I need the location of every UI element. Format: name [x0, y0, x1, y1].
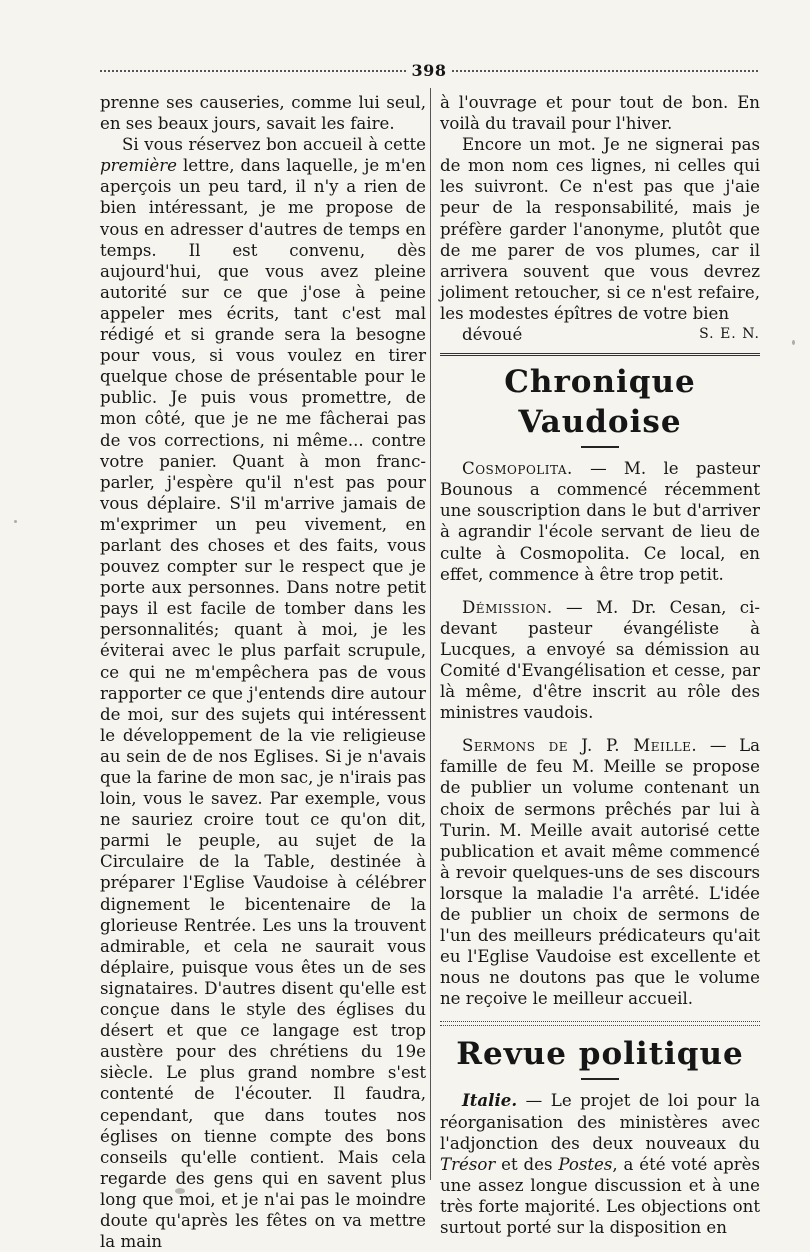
- entry-text: et des: [495, 1154, 559, 1174]
- entry-italic: Trésor: [440, 1154, 496, 1174]
- print-speck: [175, 1188, 185, 1194]
- letter-emphasis: première: [100, 156, 177, 176]
- letter-text-start: Si vous réservez bon accueil à cette: [122, 135, 426, 155]
- entry-lead: Démission.: [462, 597, 553, 617]
- paragraph-closing: Encore un mot. Je ne signerai pas de mon nom ces lignes, ni celles qui les suivront. Ce n'est pas que j'aie peur de la responsabilité, mais je préfère garder l'anonyme, plutôt que de me parer de vos plumes, car il arrivera souvent que vous devrez joliment retoucher, si ce n'est refaire, les modestes épîtres de votre bien: [440, 135, 760, 323]
- news-entry: [440, 597, 760, 724]
- print-speck: [792, 340, 795, 345]
- entry-text: — La famille de feu M. Meille se propose de publier un volume contenant un choix de sermons prêchés par lui à Turin. M. Meille avait autorisé cette publication et avait même commencé à revoir quelques-uns de ses discours lorsque la maladie l'a arrêté. L'idée de publier un choix de sermons de l'un des meilleurs prédicateurs qu'ait eu l'Eglise Vaudoise est excellente et nous ne doutons pas que le volume ne reçoive le meilleur accueil.: [440, 736, 760, 1009]
- news-entry: [440, 1090, 760, 1238]
- chronique-title: Chronique Vaudoise: [504, 364, 696, 441]
- entry-text: — M. Dr. Cesan, ci-devant pasteur évangéliste à Lucques, a envoyé sa démission au Comité d'Evangélisation et cesse, par là même, d'être inscrit au rôle des ministres vaudois.: [440, 597, 760, 723]
- section-rule-dotted: [440, 1021, 760, 1026]
- entry-text: — Le projet de loi pour la réorganisation des ministères avec l'adjonction des deux nouveaux du: [440, 1091, 760, 1153]
- header-dotted-rule-right: [452, 70, 758, 72]
- entry-lead: Italie.: [462, 1090, 518, 1111]
- entry-text: — M. le pasteur Bounous a commencé récemment une souscription dans le but d'arriver à agrandir l'école servant de lieu de culte à Cosmopolita. Ce local, en effet, commence à être trop petit.: [440, 459, 760, 584]
- entry-lead: Cosmopolita.: [462, 459, 573, 479]
- paragraph-continued: prenne ses causeries, comme lui seul, en ses beaux jours, savait les faire.: [100, 93, 426, 134]
- column-divider: [430, 88, 431, 1180]
- revue-title: Revue politique: [456, 1036, 744, 1073]
- letter-text-body: lettre, dans laquelle, je m'en aperçois un peu tard, il n'y a rien de bien intéressant, je me propose de vous en adresser d'autres de temps en temps. Il est convenu, dès aujourd'hui, que vous avez pleine autorité sur ce que j'ose à peine appeler mes écrits, tant c'est mal rédigé et si grande sera la besogne pour vous, si vous voulez en tirer quelque chose de présentable pour le public. Je puis vous promettre, de mon côté, que je ne me fâcherai pas de vos corrections, ni même... contre votre panier. Quant à mon franc-parler, j'espère qu'il n'est pas pour vous déplaire. S'il m'arrive jamais de m'exprimer un peu vivement, en parlant des choses et des faits, vous pouvez compter sur le respect que je porte aux personnes. Dans notre petit pays il est facile de tomber dans les personnalités; quant à moi, je les éviterai avec le plus parfait scrupule, ce qui ne m'empêchera pas de vous rapporter ce que j'entends dire autour de moi, sur des sujets qui intéressent le développement de la vie religieuse au sein de de nos Eglises. Si je n'avais que la farine de mon sac, je n'irais pas loin, vous le savez. Par exemple, vous ne sauriez croire tout ce qu'on dit, parmi le peuple, au sujet de la Circulaire de la Table, destinée à préparer l'Eglise Vaudoise à célébrer dignement le bicentenaire de la glorieuse Rentrée. Les uns la trouvent admirable, et cela ne saurait vous déplaire, puisque vous êtes un de ses signataires. D'autres disent qu'elle est conçue dans le style des églises du désert et que ce langage est trop austère pour des chrétiens du 19e siècle. Le plus grand nombre s'est contenté de l'écouter. Il faudra, cependant, que dans toutes nos églises on tienne compte des bons conseils qu'elle contient. Mais cela regarde des gens qui en savent plus long que moi, et je n'ai pas le moindre doute qu'après les fêtes on va mettre la main: [100, 156, 426, 1252]
- page-header: [100, 58, 758, 82]
- closing-word: dévoué: [462, 325, 523, 345]
- left-column: [100, 92, 426, 1252]
- paragraph-continued-right: à l'ouvrage et pour tout de bon. En voilà du travail pour l'hiver.: [440, 93, 760, 134]
- right-column: [440, 92, 760, 1250]
- news-entry: [440, 458, 760, 585]
- header-dotted-rule-left: [100, 70, 406, 72]
- entry-text: , a été voté après une assez longue discussion et à une très forte majorité. Les objections ont surtout porté sur la disposition en: [440, 1154, 760, 1238]
- print-speck: [14, 520, 17, 523]
- paragraph-letter: [100, 134, 426, 1252]
- title-underline: [581, 446, 619, 448]
- signature: S. E. N.: [699, 326, 760, 343]
- section-rule: [440, 353, 760, 356]
- entry-lead: Sermons de J. P. Meille.: [462, 736, 698, 756]
- entry-italic: Postes: [558, 1154, 613, 1174]
- page-number: 398: [411, 60, 447, 80]
- news-entry: [440, 735, 760, 1009]
- title-underline: [581, 1078, 619, 1080]
- signature-line: [440, 324, 760, 345]
